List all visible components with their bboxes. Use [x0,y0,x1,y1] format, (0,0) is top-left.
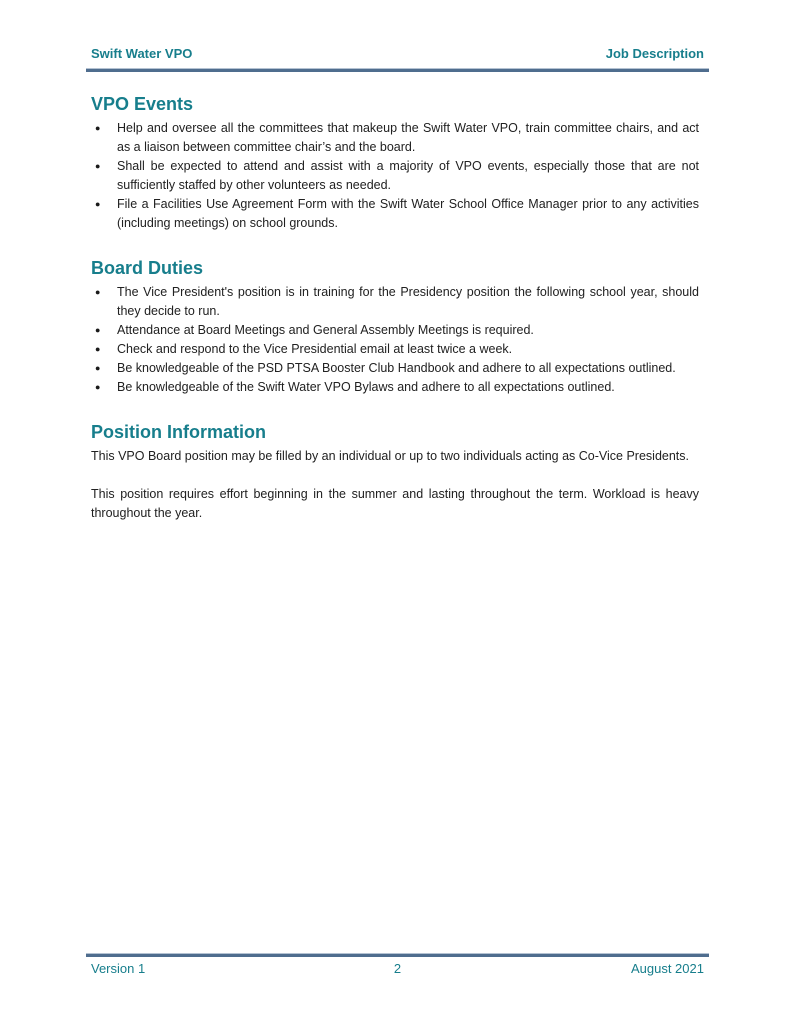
section-title-vpo-events: VPO Events [91,94,194,114]
page-footer [91,953,704,977]
page-header [91,46,704,72]
bullet-item: ● The Vice President's position is in training for the Presidency position the following school year, should they decide to run. [91,283,699,321]
bullet-item: ● Check and respond to the Vice Presidential email at least twice a week. [91,340,699,359]
section-board-duties [91,259,699,397]
header-rule [86,68,709,72]
position-info-paragraph: This position requires effort beginning in the summer and lasting throughout the term. Workload is heavy throughout the year. [91,487,699,520]
vpo-events-bullet-list [91,119,699,233]
header-right-title: Job Description [605,46,704,61]
footer-date: August 2021 [630,961,704,976]
bullet-item: ● Help and oversee all the committees that makeup the Swift Water VPO, train committee chairs, and act as a liaison between committee chair’s and the board. [91,119,699,157]
section-position-information [91,423,699,523]
bullet-item: ● Be knowledgeable of the PSD PTSA Booster Club Handbook and adhere to all expectations outlined. [91,359,699,378]
header-left-title: Swift Water VPO [91,46,193,61]
section-title-position-information: Position Information [91,422,266,442]
bullet-item: ● Attendance at Board Meetings and General Assembly Meetings is required. [91,321,699,340]
bullet-item: ● Shall be expected to attend and assist with a majority of VPO events, especially those that are not sufficiently staffed by other volunteers as needed. [91,157,699,195]
footer-version: Version 1 [91,961,146,976]
bullet-item: ● File a Facilities Use Agreement Form with the Swift Water School Office Manager prior to any activities (including meetings) on school grounds. [91,195,699,233]
bullet-item: ● Be knowledgeable of the Swift Water VPO Bylaws and adhere to all expectations outlined. [91,378,699,397]
position-info-paragraph: This VPO Board position may be filled by an individual or up to two individuals acting as Co-Vice Presidents. [91,449,689,463]
board-duties-bullet-list [91,283,699,397]
footer-page-number: 2 [393,961,402,976]
document-body [91,88,699,523]
footer-rule [86,953,709,957]
section-title-board-duties: Board Duties [91,258,204,278]
section-vpo-events [91,95,699,233]
